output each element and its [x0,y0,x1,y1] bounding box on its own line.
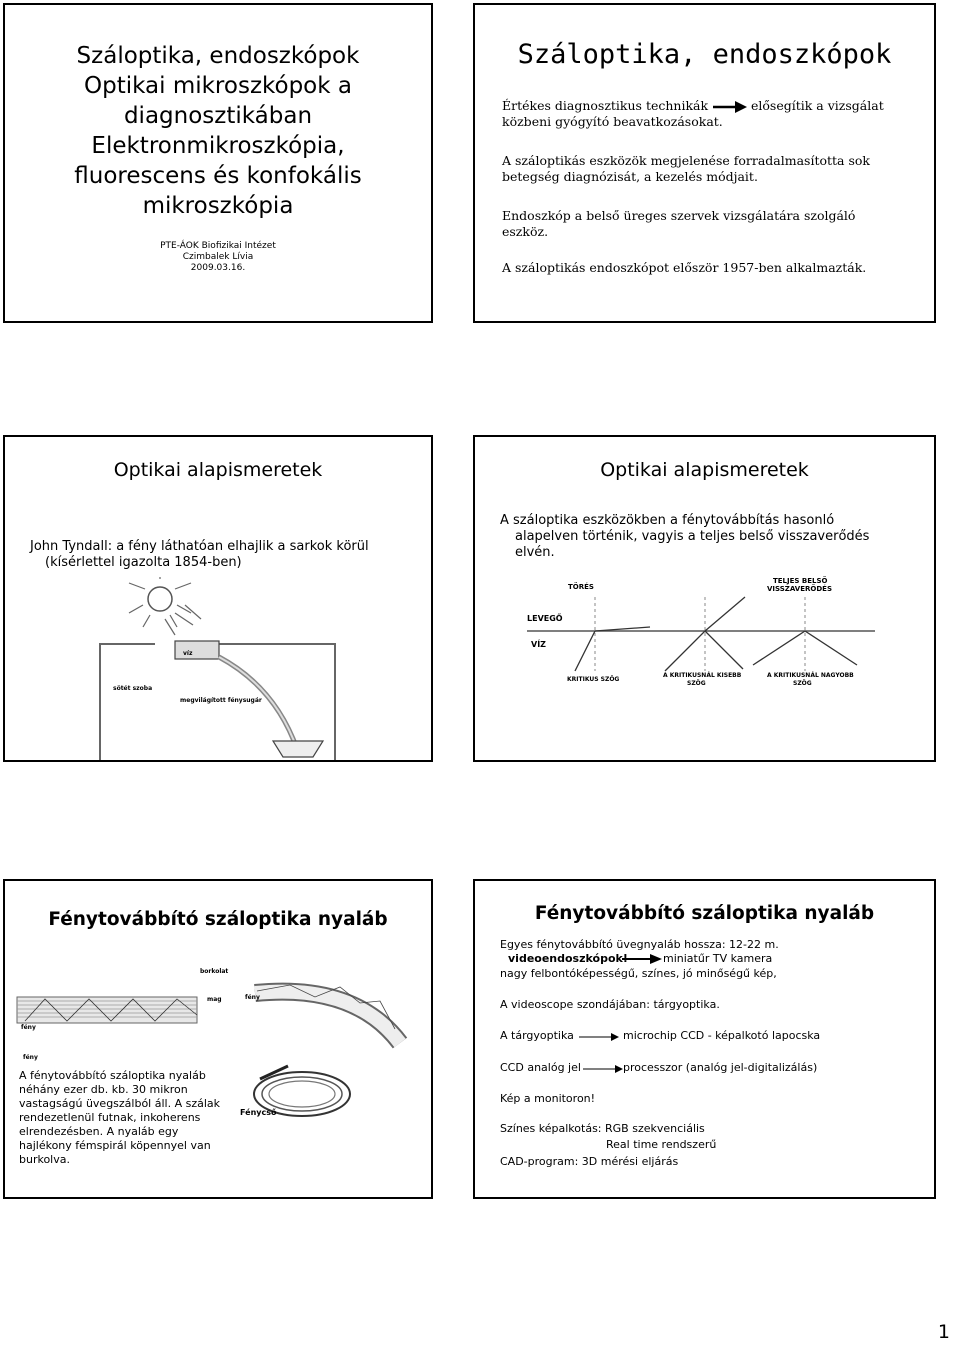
water-label: víz [183,650,193,657]
rgb-line: Színes képalkotás: RGB szekvenciális [500,1122,705,1135]
slide-optics-basics-2 [473,435,936,762]
slide-fiber-bundle-2 [473,879,936,1199]
slide-title [3,3,433,323]
ccd-chip-text: microchip CCD - képalkotó lapocska [623,1029,821,1042]
larger-angle-label-2: SZÖG [793,680,812,687]
text-line: néhány ezer db. kb. 30 mikron [19,1083,188,1096]
refraction-label: TÖRÉS [568,583,594,591]
water-label: VÍZ [531,640,546,649]
smaller-angle-label-2: SZÖG [687,680,706,687]
videoendoscope-label: videoendoszkópok! [508,952,628,965]
core-label: mag [207,996,222,1003]
processor-text: processzor (analóg jel-digitalizálás) [623,1061,818,1074]
light-label-3: fény [23,1054,38,1061]
paragraph-2-line1: A száloptikás eszközök megjelenése forradalmasította sok [502,153,870,168]
beam-label: megvilágított fénysugár [180,697,262,704]
slide-title-heading [5,41,431,221]
paragraph-1-left: Értékes diagnosztikus technikák [502,98,709,113]
fiber-description [19,1069,220,1167]
title-line: Száloptika, endoszkópok [76,43,360,69]
title-line: fluorescens és konfokális [74,163,362,189]
slide-optics-basics-1 [3,435,433,762]
slide-heading: Száloptika, endoszkópok [517,39,892,70]
monitor-line: Kép a monitoron! [500,1092,596,1105]
credit [5,241,431,274]
light-label-1: fény [21,1024,36,1031]
total-internal-reflection-figure [475,567,934,762]
cad-line: CAD-program: 3D mérési eljárás [500,1155,679,1168]
credit-author: Czimbalek Lívia [182,252,254,262]
text-line-3: elvén. [515,545,555,560]
text-line: rendezetlenül futnak, inkoherens [19,1111,201,1124]
text-line: burkolva. [19,1153,70,1166]
paragraph-1-right: elősegítik a vizsgálat [751,98,884,113]
arrow-right-icon [583,1065,623,1073]
title-line: mikroszkópia [142,193,294,219]
slide-heading: Optikai alapismeretek [113,459,323,481]
smaller-angle-label-1: A KRITIKUSNÁL KISEBB [663,672,742,679]
text-line: hajlékony fémspirál köpennyel van [19,1139,211,1152]
ccd-signal-label: CCD analóg jel [500,1061,581,1074]
paragraph-2-line2: betegség diagnózisát, a kezelés módjait. [502,169,758,184]
realtime-line: Real time rendszerű [606,1138,717,1151]
videoscope-line: A videoscope szondájában: tárgyoptika. [500,998,720,1011]
text-line-1: A száloptika eszközökben a fénytovábbítás hasonló [500,513,835,528]
air-label: LEVEGŐ [527,614,563,623]
fiber-structure-figure [5,963,431,1063]
critical-angle-label: KRITIKUS SZÖG [567,676,620,683]
total-reflection-label-2: VISSZAVERŐDÉS [767,585,832,593]
tv-camera-text: miniatűr TV kamera [663,952,773,965]
light-label-2: fény [245,994,260,1001]
slide-intro [473,3,936,323]
title-line: Elektronmikroszkópia, [91,133,345,159]
text-line-1: John Tyndall: a fény láthatóan elhajlik a sarkok körül [30,539,369,554]
text-line: vastagságú üvegszálból áll. A szálak [19,1097,221,1110]
slide-fiber-bundle-1 [3,879,433,1199]
page-number: 1 [937,1321,950,1343]
text-line-2: alapelven történik, vagyis a teljes belső visszaverődés [515,529,870,544]
length-line: Egyes fénytovábbító üvegnyaláb hossza: 12-22 m. [500,938,779,951]
paragraph-4: A száloptikás endoszkópot először 1957-ben alkalmazták. [502,260,867,275]
title-line: diagnosztikában [123,103,313,129]
arrow-right-icon [622,954,662,964]
arrow-right-icon [713,101,747,113]
tyndall-experiment-figure [5,577,431,762]
coating-label: borkolat [200,968,229,975]
paragraph-1-line2: közbeni gyógyító beavatkozásokat. [502,114,723,129]
text-line-2: (kísérlettel igazolta 1854-ben) [45,555,242,570]
slide-heading: Fénytovábbító száloptika nyaláb [48,909,388,930]
slide-heading: Optikai alapismeretek [600,459,809,481]
arrow-right-icon [579,1033,619,1041]
credit-institute: PTE-ÁOK Biofizikai Intézet [160,241,276,251]
credit-date: 2009.03.16. [190,263,246,273]
image-quality-line: nagy felbontóképességű, színes, jó minőségű kép, [500,967,777,980]
paragraph-3-line1: Endoszkóp a belső üreges szervek vizsgálatára szolgáló [502,208,856,223]
tube-label: Fénycső [240,1108,277,1117]
sun-icon [148,587,172,611]
larger-angle-label-1: A KRITIKUSNÁL NAGYOBB [767,672,854,679]
text-line: elrendezésben. A nyaláb egy [19,1125,179,1138]
title-line: Optikai mikroszkópok a [84,73,352,99]
slide-heading: Fénytovábbító száloptika nyaláb [534,903,875,924]
total-reflection-label-1: TELJES BELSŐ [773,577,828,585]
dark-room-label: sötét szoba [113,685,153,692]
text-line: A fénytovábbító száloptika nyaláb [19,1069,206,1082]
paragraph-3-line2: eszköz. [502,224,549,239]
objective-label: A tárgyoptika [500,1029,574,1042]
